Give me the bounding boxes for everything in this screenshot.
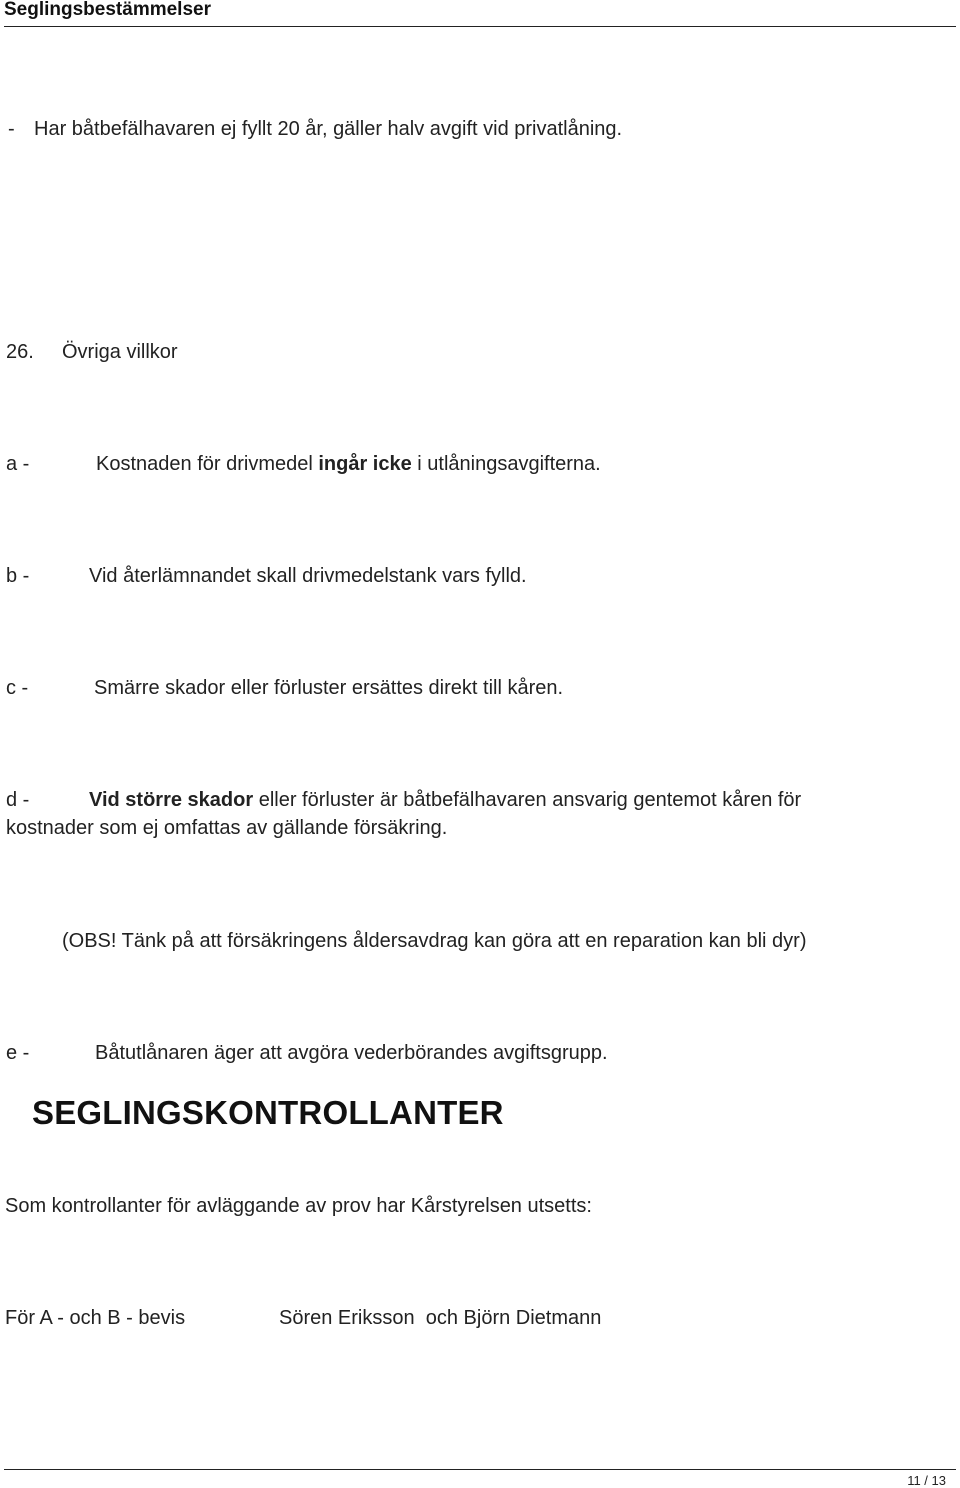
item-a-marker: a - — [6, 453, 30, 475]
item-c-text: Smärre skador eller förluster ersättes direkt till kåren. — [94, 677, 564, 699]
item-d-emphasis: Vid större skador — [89, 789, 254, 811]
document-header-title: Seglingsbestämmelser — [4, 0, 211, 20]
item-a-text: Kostnaden för drivmedel ingår icke i utlåningsavgifterna. — [96, 453, 601, 475]
intro-text: Har båtbefälhavaren ej fyllt 20 år, gäller halv avgift vid privatlåning. — [34, 118, 623, 140]
obs-note: (OBS! Tänk på att försäkringens åldersavdrag kan göra att en reparation kan bli dyr) — [62, 930, 807, 952]
header-divider — [4, 26, 956, 27]
item-c-marker: c - — [6, 677, 29, 699]
item-d-text-line2: kostnader som ej omfattas av gällande försäkring. — [6, 817, 448, 839]
controllers-heading: SEGLINGSKONTROLLANTER — [32, 1094, 504, 1131]
item-b-marker: b - — [6, 565, 30, 587]
controllers-row-label: För A - och B - bevis — [5, 1307, 186, 1329]
section-number: 26. — [6, 341, 34, 363]
controllers-row-names: Sören Eriksson och Björn Dietmann — [279, 1307, 602, 1329]
item-b-text: Vid återlämnandet skall drivmedelstank vars fylld. — [89, 565, 527, 587]
item-d-marker: d - — [6, 789, 30, 811]
item-e-text: Båtutlånaren äger att avgöra vederbörandes avgiftsgrupp. — [95, 1042, 608, 1064]
item-d-text: Vid större skador eller förluster är båtbefälhavaren ansvarig gentemot kåren för — [89, 789, 802, 811]
footer-divider — [4, 1469, 956, 1470]
controllers-intro: Som kontrollanter för avläggande av prov har Kårstyrelsen utsetts: — [5, 1195, 592, 1217]
item-a-emphasis: ingår icke — [318, 453, 412, 475]
intro-marker: - — [8, 118, 15, 140]
section-title: Övriga villkor — [62, 341, 178, 363]
page-number: 11 / 13 — [907, 1473, 946, 1488]
item-e-marker: e - — [6, 1042, 30, 1064]
